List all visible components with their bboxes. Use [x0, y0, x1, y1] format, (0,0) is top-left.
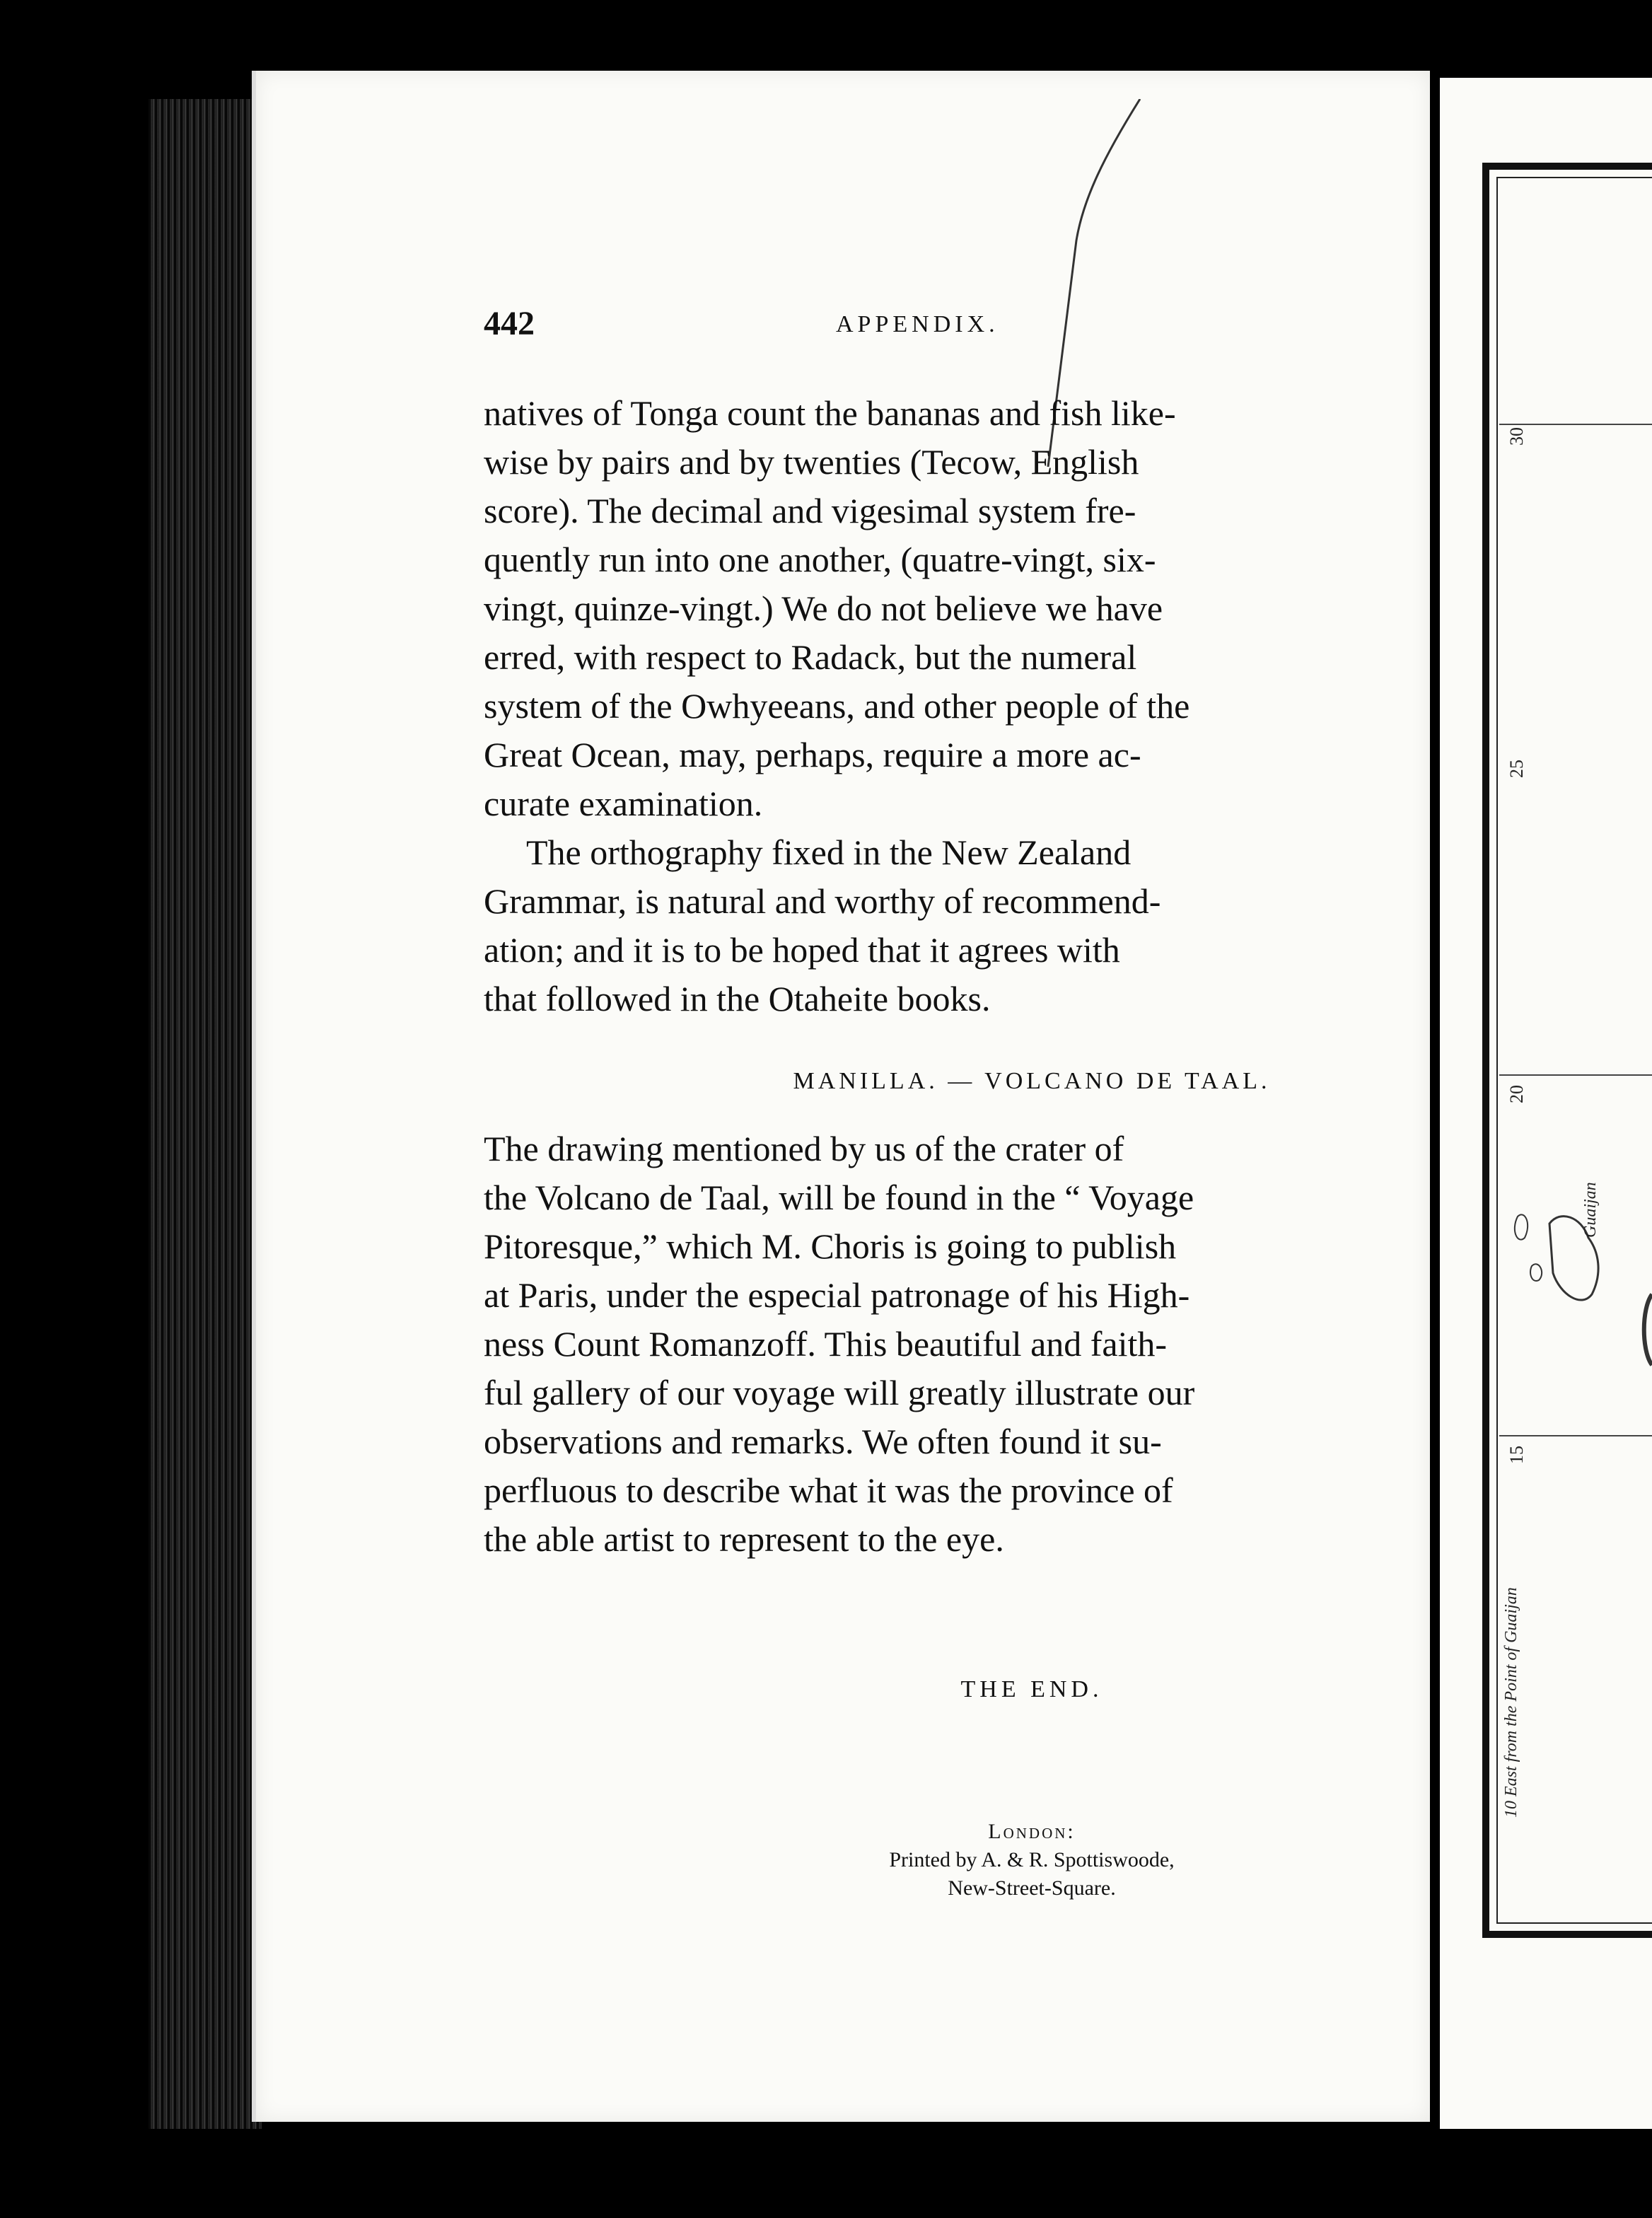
- map-tick-label: 15: [1506, 1446, 1527, 1464]
- page-number: 442: [484, 305, 535, 342]
- the-end: THE END.: [960, 1676, 1103, 1702]
- text-line: Pitoresque,” which M. Choris is going to publish: [484, 1226, 1177, 1266]
- imprint-printer: Printed by A. & R. Spottiswoode,: [889, 1848, 1175, 1871]
- map-tick-label: 25: [1506, 760, 1527, 778]
- text-line: that followed in the Otaheite books.: [484, 979, 991, 1018]
- text-line: Great Ocean, may, perhaps, require a more ac-: [484, 735, 1141, 774]
- imprint-city: London:: [988, 1820, 1076, 1843]
- paragraph-tonga: [484, 389, 1580, 1023]
- map-side-label: 10 East from the Point of Guaijan: [1502, 1587, 1520, 1818]
- text-line: the Volcano de Taal, will be found in the “ Voyage: [484, 1178, 1194, 1217]
- map-graticule: [1440, 78, 1652, 2129]
- map-page: [1440, 78, 1652, 2129]
- text-line: ful gallery of our voyage will greatly illustrate our: [484, 1373, 1195, 1412]
- text-line: score). The decimal and vigesimal system fre-: [484, 491, 1136, 530]
- text-line: quently run into one another, (quatre-vingt, six-: [484, 540, 1156, 579]
- paragraph-volcano: [484, 1125, 1580, 1564]
- printer-imprint: [484, 1818, 1580, 1903]
- text-line: system of the Owhyeeans, and other people of the: [484, 686, 1190, 726]
- text-line: The orthography fixed in the New Zealand: [526, 832, 1132, 872]
- book-page: [252, 71, 1430, 2122]
- section-heading: MANILLA. — VOLCANO DE TAAL.: [793, 1068, 1271, 1094]
- text-line: curate examination.: [484, 784, 763, 823]
- text-line: erred, with respect to Radack, but the numeral: [484, 637, 1137, 677]
- text-line: ness Count Romanzoff. This beautiful and faith-: [484, 1324, 1168, 1364]
- text-line: wise by pairs and by twenties (Tecow, English: [484, 442, 1139, 482]
- text-line: vingt, quinze-vingt.) We do not believe we have: [484, 588, 1163, 628]
- text-line: Grammar, is natural and worthy of recommend-: [484, 881, 1161, 921]
- text-line: observations and remarks. We often found it su-: [484, 1422, 1162, 1461]
- text-line: the able artist to represent to the eye.: [484, 1519, 1004, 1559]
- imprint-address: New-Street-Square.: [948, 1876, 1116, 1900]
- text-line: ation; and it is to be hoped that it agrees with: [484, 930, 1120, 970]
- running-head: APPENDIX.: [836, 311, 999, 337]
- map-island-label: Guaijan: [1581, 1182, 1600, 1238]
- page-edges: [149, 99, 262, 2129]
- text-line: natives of Tonga count the bananas and fish like-: [484, 393, 1176, 433]
- text-line: The drawing mentioned by us of the crater of: [484, 1129, 1124, 1168]
- text-line: perfluous to describe what it was the province of: [484, 1470, 1173, 1510]
- map-tick-label: 20: [1506, 1085, 1527, 1103]
- text-line: at Paris, under the especial patronage of his High-: [484, 1275, 1190, 1315]
- page-header: [256, 304, 1430, 347]
- map-tick-label: 30: [1506, 427, 1527, 446]
